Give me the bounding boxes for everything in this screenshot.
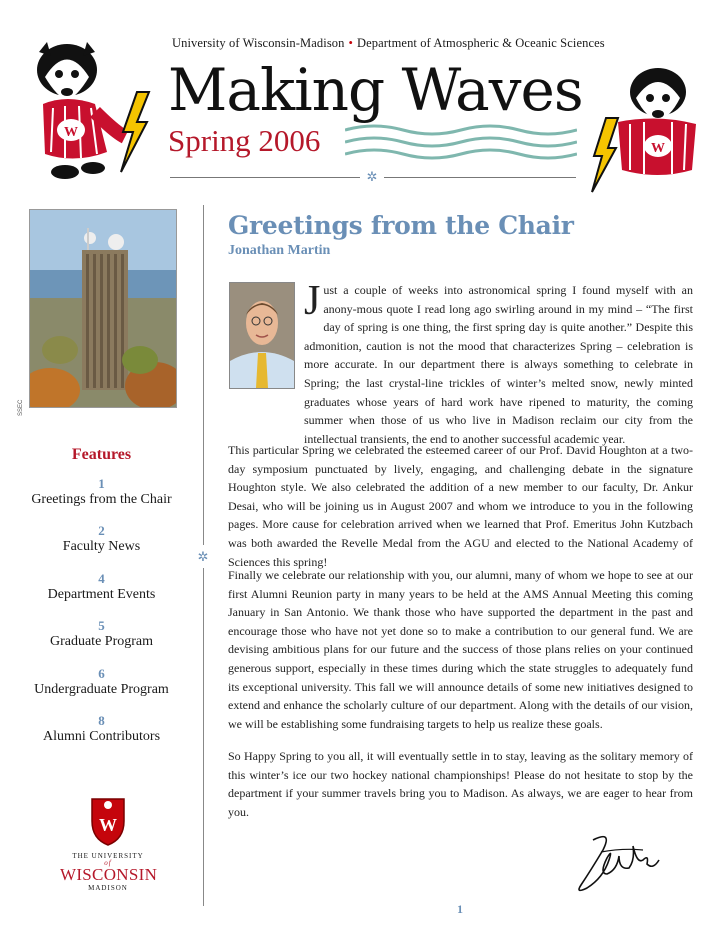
svg-text:W: W [64,125,78,140]
uw-logo-line4: MADISON [88,884,128,892]
feature-page-number: 6 [98,666,105,681]
feature-page-number: 2 [98,523,105,538]
feature-page-number: 4 [98,571,105,586]
features-heading: Features [71,446,132,463]
feature-item[interactable] [0,476,203,508]
department-name: Department of Atmospheric & Oceanic Sciences [356,36,605,50]
issue-label: Spring 2006 [168,123,321,158]
feature-item[interactable] [0,666,203,698]
gear-ornament-icon: ✲ [197,549,209,564]
photo-credit: SSEC [18,399,24,416]
feature-label: Alumni Contributors [42,729,161,744]
article-paragraph-3: Finally we celebrate our relationship with you, our alumni, many of whom we hope to see at our first Alumni Reunion party in many years to be held at the AMS Annual Meeting this coming January in San Antonio. We thank those who have supported the department in the past and encourage those who have not yet done so to make a contribution to our general fund. We are devising ambitious plans for our future and the success of those plans relies on your continued generous support, especially in these times during which the state struggles to adequately fund its exceptional university. This fall we will announce details of some new initiatives designed to extend and enhance the scholarly culture of our department. Along with the details of our vision, we will be establishing some fundraising targets to help us realize these goals. [228,568,693,731]
svg-text:W: W [651,141,665,156]
article-heading: Greetings from the Chair [228,211,574,240]
feature-item[interactable] [0,571,203,603]
feature-label: Faculty News [62,539,141,554]
column-divider [203,205,204,545]
feature-label: Undergraduate Program [34,682,169,697]
article-author: Jonathan Martin [228,243,331,258]
svg-text:W: W [99,815,117,835]
feature-item[interactable] [0,523,203,555]
header-rule-right [384,177,576,178]
building-photo [29,209,177,408]
institution-name: University of Wisconsin-Madison [172,36,345,50]
waves-decoration [345,122,577,162]
newsletter-title: Making Waves [168,56,583,124]
feature-page-number: 5 [98,618,105,633]
feature-label: Department Events [47,587,156,602]
feature-item[interactable] [0,713,203,745]
page-number: 1 [457,902,463,916]
uw-crest-icon [88,795,128,847]
feature-page-number: 1 [98,476,105,491]
article-paragraph-2: This particular Spring we celebrated the esteemed career of our Prof. David Houghton at a two-day symposium punctuated by lively, engaging, and challenging debate in the signature Houghton style. We also celebrated the addition of a new member to our faculty, Dr. Ankur Desai, who will be joining us in August 2007 and whom we introduce to you in the following pages. More cause for celebration arrived when we learned that Prof. Emeritus John Kutzbach was both awarded the Revelle Medal from the AGU and elected to the National Academy of Sciences this spring! [228,443,693,569]
paragraph-1-text: ust a couple of weeks into astronomical spring I found myself with an anony-mous quote I read long ago swirling around in my mind – “The first day of spring is one thing, the first spring day is quite another.” Despite this admonition, caution is not the mood that characterizes Spring – celebration is more accurate. In our department there is always something to celebrate in Spring; the last crystal-line trickles of winter’s melted snow, newly minted graduates whose years of hard work have ripened to maturity, the coming summer when those of us who live in Madison reclaim our city from the intellectual transients, the end to another successful academic year. [304,283,693,446]
uw-logo-line1: THE UNIVERSITY [72,852,144,860]
feature-page-number: 8 [98,713,105,728]
gear-ornament-icon: ✲ [366,169,378,184]
article-paragraph-4: So Happy Spring to you all, it will eventually settle in to stay, leaving as the solitary memory of this winter’s ice our two hockey national championships! Please do not hesitate to stop by the department if your summer travels bring you to Madison. As always, we are eager to hear from you. [228,749,693,819]
author-portrait [229,282,295,389]
uw-logo-line2: of [104,859,112,867]
article-paragraph-1 [304,278,693,448]
feature-label: Graduate Program [49,634,154,649]
uw-madison-logo [60,795,156,892]
column-divider [203,568,204,906]
feature-label: Greetings from the Chair [31,492,172,507]
badger-mascot-left [25,22,155,192]
feature-item[interactable] [0,618,203,650]
uw-logo-line3: WISCONSIN [60,865,158,884]
masthead-affiliation [172,36,605,51]
author-signature [573,830,673,900]
badger-mascot-right [588,58,708,203]
drop-cap: J [304,278,321,324]
header-rule-left [170,177,360,178]
separator-dot: • [348,36,353,50]
